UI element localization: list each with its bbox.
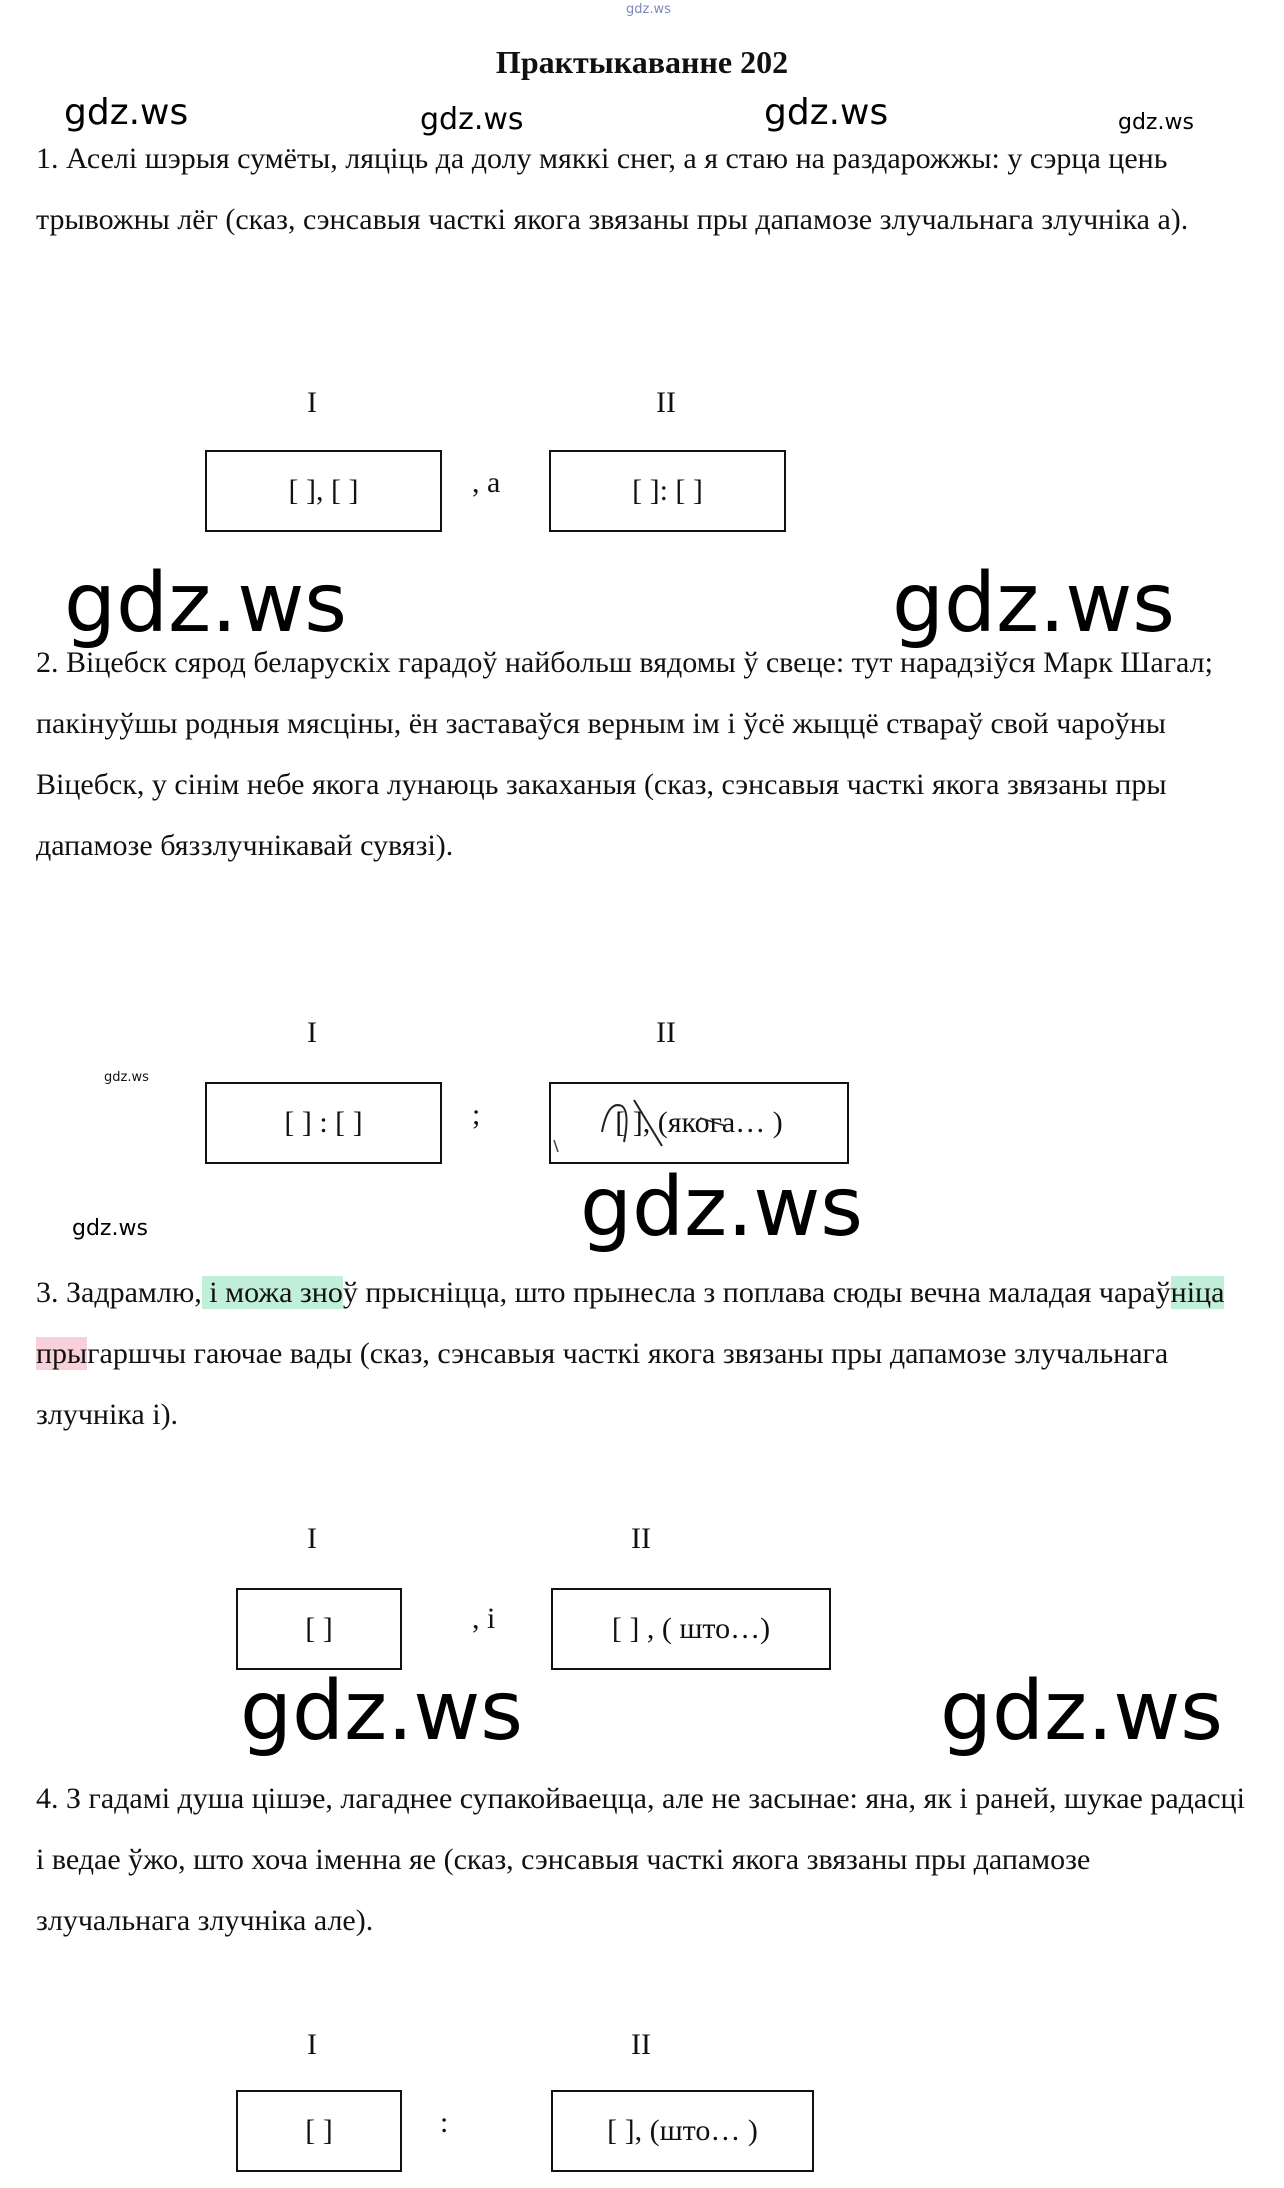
label-part-2: II — [631, 2028, 651, 2061]
watermark: gdz.ws — [72, 1216, 148, 1241]
scheme-box-1: [ ] — [236, 2090, 402, 2172]
scheme-box-1: [ ] : [ ] — [205, 1082, 442, 1164]
scheme-box-2: [ ], (якога… ) — [549, 1082, 849, 1164]
label-part-1: I — [307, 386, 317, 419]
scheme-connector: : — [440, 2106, 449, 2139]
watermark: gdz.ws — [240, 1664, 523, 1759]
label-part-1: I — [307, 2028, 317, 2061]
watermark: gdz.ws — [1118, 110, 1194, 135]
scheme-connector: , а — [472, 466, 501, 499]
exercise-3-text — [36, 1262, 1251, 1445]
watermark: gdz.ws — [940, 1664, 1223, 1759]
exercise-4-text: 4. З гадамі душа цішэе, лагаднее супакойваецца, але не засынае: яна, як і раней, шукае радасці і ведае ўжо, што хоча іменна яе (сказ, сэнсавыя часткі якога звязаны пры дапамозе злучальнага злучніка але). — [36, 1782, 1245, 1937]
highlight-green: ніца — [1170, 1276, 1225, 1309]
watermark: gdz.ws — [64, 92, 189, 133]
highlight-pink: пры — [36, 1337, 88, 1370]
scheme-box-1: [ ], [ ] — [205, 450, 442, 532]
exercise-3-text-part: ў прысніцца, што прынесла з поплава сюды вечна маладая чараў — [342, 1276, 1171, 1309]
label-part-1: I — [307, 1522, 317, 1555]
watermark: gdz.ws — [764, 92, 889, 133]
watermark: gdz.ws — [580, 1160, 863, 1255]
page-title: Практыкаванне 202 — [495, 44, 789, 80]
watermark: gdz.ws — [420, 102, 524, 137]
scheme-box-2: [ ]: [ ] — [549, 450, 786, 532]
watermark: gdz.ws — [104, 1070, 149, 1085]
watermark: gdz.ws — [64, 556, 347, 651]
scheme-connector: , і — [472, 1602, 496, 1635]
exercise-1-text: 1. Аселі шэрыя сумёты, ляціць да долу мяккі снег, а я стаю на раздарожжы: у сэрца цень трывожны лёг (сказ, сэнсавыя часткі якога звязаны пры дапамозе злучальнага злучніка а). — [36, 142, 1189, 236]
exercise-2-text: 2. Віцебск сярод беларускіх гарадоў найбольш вядомы ў свеце: тут нарадзіўся Марк Шагал; пакінуўшы родныя мясціны, ён заставаўся верным ім і ўсё жыццё ствараў свой чароўны Віцебск, у сінім небе якога лунаюць закаханыя (сказ, сэнсавыя часткі якога звязаны пры дапамозе бяззлучнікавай сувязі). — [36, 646, 1213, 862]
label-part-2: II — [631, 1522, 651, 1555]
watermark: gdz.ws — [892, 556, 1175, 651]
highlight-green: і можа зно — [201, 1276, 343, 1309]
exercise-3-text-part: гаршчы гаючае вады (сказ, сэнсавыя часткі якога звязаны пры дапамозе злучальнага злучніка і). — [36, 1337, 1169, 1431]
scheme-box-2: [ ], (што… ) — [551, 2090, 814, 2172]
scheme-box-1: [ ] — [236, 1588, 402, 1670]
label-part-2: II — [656, 1016, 676, 1049]
scheme-connector: ; — [472, 1098, 481, 1131]
label-part-2: II — [656, 386, 676, 419]
scheme-box-2: [ ] , ( што…) — [551, 1588, 831, 1670]
watermark-top: gdz.ws — [626, 2, 671, 17]
label-part-1: I — [307, 1016, 317, 1049]
exercise-3-text-part: 3. Задрамлю, — [36, 1276, 202, 1309]
